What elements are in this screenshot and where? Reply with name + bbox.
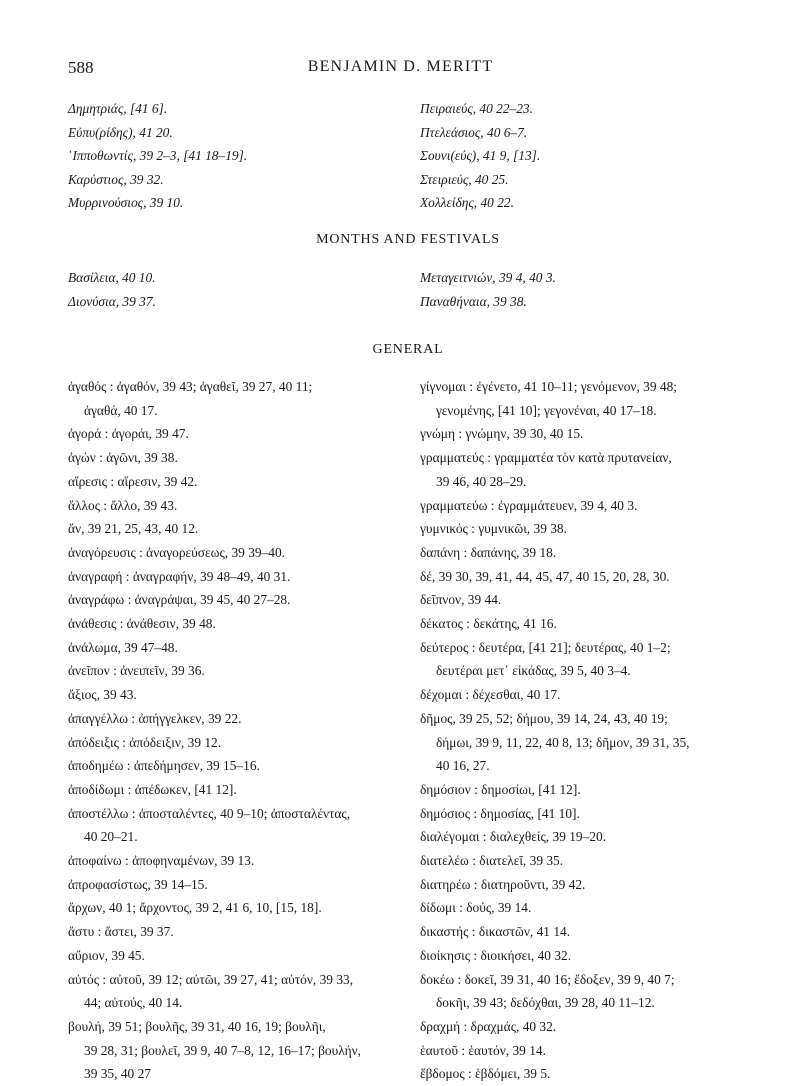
index-entry: Στειριεύς, 40 25. (420, 171, 509, 187)
months-right-column (420, 266, 755, 313)
index-entry: ἀγορά : ἀγοράι, 39 47. (68, 426, 189, 442)
index-entry: ἀναγράφω : ἀναγράψαι, 39 45, 40 27–28. (68, 592, 291, 608)
index-entry: ἄξιος, 39 43. (68, 687, 137, 703)
index-entry: ἀνεῖπον : ἀνειπεῖν, 39 36. (68, 663, 205, 679)
index-entry: δοκῆι, 39 43; δεδόχθαι, 39 28, 40 11–12. (436, 995, 655, 1011)
demes-section (68, 97, 748, 217)
index-entry: γενομένης, [41 10]; γεγονέναι, 40 17–18. (436, 402, 657, 418)
index-entry: διατελέω : διατελεῖ, 39 35. (420, 853, 564, 869)
index-entry: ἀπόδειξις : ἀπόδειξιν, 39 12. (68, 734, 222, 750)
index-entry: δεῖπνον, 39 44. (420, 592, 502, 608)
index-entry: ῾Ιπποθωντίς, 39 2–3, [41 18–19]. (68, 148, 248, 164)
index-entry: διοίκησις : διοικήσει, 40 32. (420, 947, 572, 963)
index-entry: γνώμη : γνώμην, 39 30, 40 15. (420, 426, 584, 442)
index-entry: ἀποστέλλω : ἀποσταλέντες, 40 9–10; ἀποσταλέντας, (68, 805, 351, 821)
index-entry: δέκατος : δεκάτης, 41 16. (420, 616, 557, 632)
index-entry: γίγνομαι : ἐγένετο, 41 10–11; γενόμενον, 39 48; (420, 379, 678, 394)
index-entry: Εὐπυ(ρίδης), 41 20. (68, 124, 173, 140)
index-entry: δέχομαι : δέχεσθαι, 40 17. (420, 687, 561, 703)
index-entry: ἀπροφασίστως, 39 14–15. (68, 876, 208, 892)
index-entry: 39 28, 31; βουλεῖ, 39 9, 40 7–8, 12, 16–17; βουλήν, (84, 1042, 362, 1058)
index-entry: 40 16, 27. (436, 758, 490, 774)
index-entry: 44; αὐτούς, 40 14. (84, 995, 183, 1011)
index-entry: ἄστυ : ἄστει, 39 37. (68, 924, 174, 940)
general-right-column (420, 375, 755, 1086)
section-heading-months: MONTHS AND FESTIVALS (316, 232, 500, 247)
months-left-column (68, 266, 403, 313)
index-entry: γραμματεύς : γραμματέα τὸν κατὰ πρυτανείαν, (420, 450, 672, 466)
index-entry: Χολλείδης, 40 22. (420, 195, 514, 211)
index-entry: δραχμή : δραχμάς, 40 32. (420, 1018, 557, 1034)
index-entry: ἕβδομος : ἑβδόμει, 39 5. (420, 1066, 551, 1082)
index-entry: δικαστής : δικαστῶν, 41 14. (420, 924, 571, 940)
general-heading-wrap (68, 342, 748, 364)
index-entry: δοκέω : δοκεῖ, 39 31, 40 16; ἔδοξεν, 39 9, 40 7; (420, 971, 675, 987)
months-heading-wrap (68, 232, 748, 254)
months-section (68, 266, 748, 316)
index-entry: Δημητριάς, [41 6]. (68, 101, 168, 116)
index-entry: διαλέγομαι : διαλεχθείς, 39 19–20. (420, 829, 607, 845)
index-entry: γυμνικός : γυμνικῶι, 39 38. (420, 521, 567, 537)
demes-right-column (420, 97, 755, 215)
index-entry: Πτελεάσιος, 40 6–7. (420, 124, 528, 140)
section-heading-general: GENERAL (372, 342, 444, 357)
index-entry: γραμματεύω : ἐγραμμάτευεν, 39 4, 40 3. (420, 497, 638, 513)
index-entry: ἀποδημέω : ἀπεδήμησεν, 39 15–16. (68, 758, 260, 774)
demes-left-column (68, 97, 403, 215)
index-entry: ἄλλος : ἄλλο, 39 43. (68, 497, 178, 513)
index-entry: Παναθήναια, 39 38. (420, 293, 527, 309)
index-entry: ἀγαθά, 40 17. (84, 402, 158, 418)
index-entry: Μυρρινούσιος, 39 10. (68, 195, 184, 211)
index-entry: 39 46, 40 28–29. (436, 473, 527, 489)
index-entry: Βασίλεια, 40 10. (68, 270, 156, 285)
index-entry: ἀνάλωμα, 39 47–48. (68, 639, 178, 655)
page-header (68, 58, 733, 82)
index-entry: ἀγών : ἀγῶνι, 39 38. (68, 450, 178, 466)
index-entry: ἀπαγγέλλω : ἀπήγγελκεν, 39 22. (68, 710, 242, 726)
index-entry: ἄρχων, 40 1; ἄρχοντος, 39 2, 41 6, 10, [15, 18]. (68, 900, 322, 916)
index-entry: ἀνάθεσις : ἀνάθεσιν, 39 48. (68, 616, 216, 632)
index-entry: Σουνι(εύς), 41 9, [13]. (420, 148, 541, 164)
running-title: BENJAMIN D. MERITT (307, 58, 494, 75)
general-left-column (68, 375, 403, 1086)
index-entry: αὐτός : αὐτοῦ, 39 12; αὐτῶι, 39 27, 41; αὐτόν, 39 33, (68, 971, 354, 987)
index-entry: ἀποφαίνω : ἀποφηναμένων, 39 13. (68, 853, 255, 869)
page-number: 588 (68, 58, 94, 77)
index-entry: δίδωμι : δούς, 39 14. (420, 900, 532, 916)
index-entry: δέ, 39 30, 39, 41, 44, 45, 47, 40 15, 20, 28, 30. (420, 568, 670, 584)
index-entry: δεύτερος : δευτέρα, [41 21]; δευτέρας, 40 1–2; (420, 639, 671, 655)
index-entry: Καρύστιος, 39 32. (68, 171, 164, 187)
index-entry: δημόσιος : δημοσίας, [41 10]. (420, 805, 580, 821)
index-entry: ἄν, 39 21, 25, 43, 40 12. (68, 521, 199, 537)
index-entry: δευτέραι μετ᾽ εἰκάδας, 39 5, 40 3–4. (436, 663, 631, 679)
index-entry: 39 35, 40 27 (84, 1066, 151, 1082)
index-entry: αἵρεσις : αἵρεσιν, 39 42. (68, 473, 198, 489)
index-entry: δῆμος, 39 25, 52; δήμου, 39 14, 24, 43, 40 19; (420, 710, 668, 726)
index-entry: ἀναγραφή : ἀναγραφήν, 39 48–49, 40 31. (68, 568, 291, 584)
index-entry: ἑαυτοῦ : ἑαυτόν, 39 14. (420, 1042, 546, 1058)
general-section (68, 375, 748, 1082)
index-entry: 40 20–21. (84, 829, 138, 845)
index-entry: διατηρέω : διατηροῦντι, 39 42. (420, 876, 586, 892)
index-entry: βουλή, 39 51; βουλῆς, 39 31, 40 16, 19; βουλῆι, (68, 1018, 326, 1034)
index-entry: δαπάνη : δαπάνης, 39 18. (420, 544, 557, 560)
index-entry: Πειραιεύς, 40 22–23. (420, 101, 533, 116)
index-entry: ἀποδίδωμι : ἀπέδωκεν, [41 12]. (68, 781, 237, 797)
index-entry: Διονύσια, 39 37. (68, 293, 156, 309)
index-entry: αὔριον, 39 45. (68, 947, 145, 963)
index-entry: δημόσιον : δημοσίωι, [41 12]. (420, 781, 581, 797)
index-entry: ἀγαθός : ἀγαθόν, 39 43; ἀγαθεῖ, 39 27, 40 11; (68, 379, 313, 394)
index-entry: Μεταγειτνιών, 39 4, 40 3. (420, 270, 556, 285)
index-entry: ἀναγόρευσις : ἀναγορεύσεως, 39 39–40. (68, 544, 286, 560)
index-entry: δήμωι, 39 9, 11, 22, 40 8, 13; δῆμον, 39 31, 35, (436, 734, 690, 750)
